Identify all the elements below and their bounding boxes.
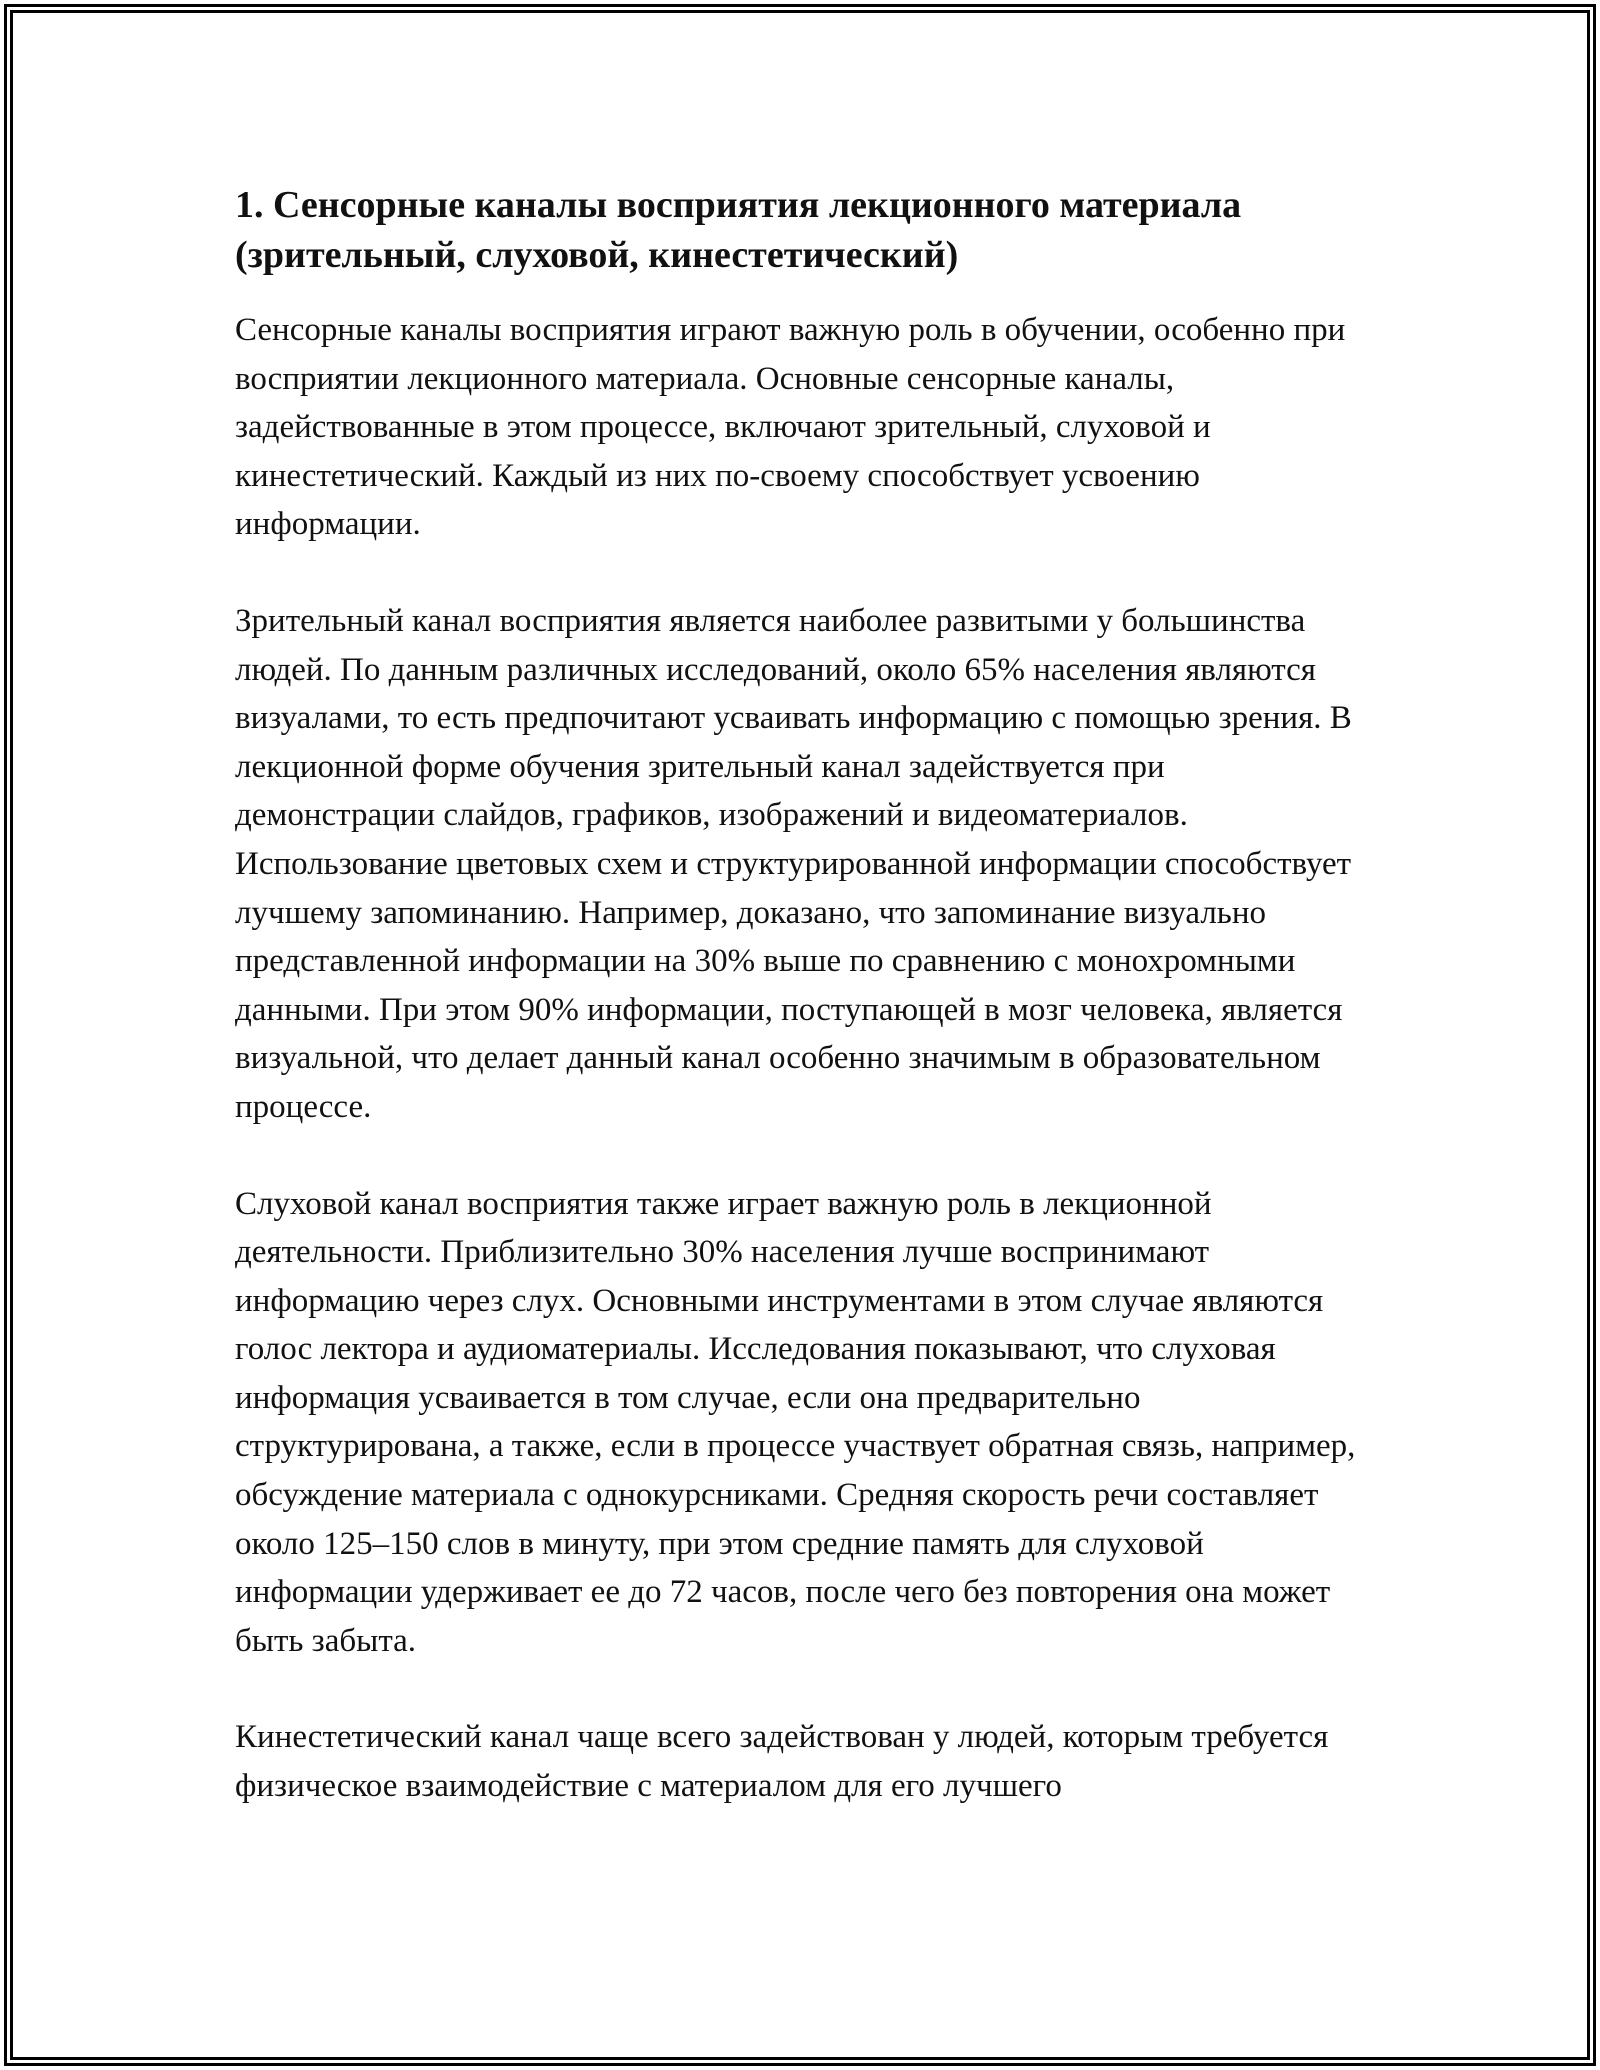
paragraph-kinesthetic-channel: Кинестетический канал чаще всего задействован у людей, которым требуется физическое взаимодействие с материалом для его лучшего <box>235 1719 1329 1805</box>
section-heading: 1. Сенсорные каналы восприятия лекционного материала (зрительный, слуховой, кинестетический) <box>235 184 1242 276</box>
paragraph-intro: Сенсорные каналы восприятия играют важную роль в обучении, особенно при восприятии лекционного материала. Основные сенсорные каналы, задействованные в этом процессе, включают зрительный, слуховой и кинестетический. Каждый из них по-своему способствует усвоению информации. <box>235 312 1346 543</box>
document-body <box>235 180 1365 1859</box>
paragraph-visual-channel: Зрительный канал восприятия является наиболее развитыми у большинства людей. По данным различных исследований, около 65% населения являются визуалами, то есть предпочитают усваивать информацию с помощью зрения. В лекционной форме обучения зрительный канал задействуется при демонстрации слайдов, графиков, изображений и видеоматериалов. Использование цветовых схем и структурированной информации способствует лучшему запоминанию. Например, доказано, что запоминание визуально представленной информации на 30% выше по сравнению с монохромными данными. При этом 90% информации, поступающей в мозг человека, является визуальной, что делает данный канал особенно значимым в образовательном процессе. <box>235 602 1352 1125</box>
paragraph-auditory-channel: Слуховой канал восприятия также играет важную роль в лекционной деятельности. Приблизительно 30% населения лучше воспринимают информацию через слух. Основными инструментами в этом случае являются голос лектора и аудиоматериалы. Исследования показывают, что слуховая информация усваивается в том случае, если она предварительно структурирована, а также, если в процессе участвует обратная связь, например, обсуждение материала с однокурсниками. Средняя скорость речи составляет около 125–150 слов в минуту, при этом средние память для слуховой информации удерживает ее до 72 часов, после чего без повторения она может быть забыта. <box>235 1185 1356 1659</box>
